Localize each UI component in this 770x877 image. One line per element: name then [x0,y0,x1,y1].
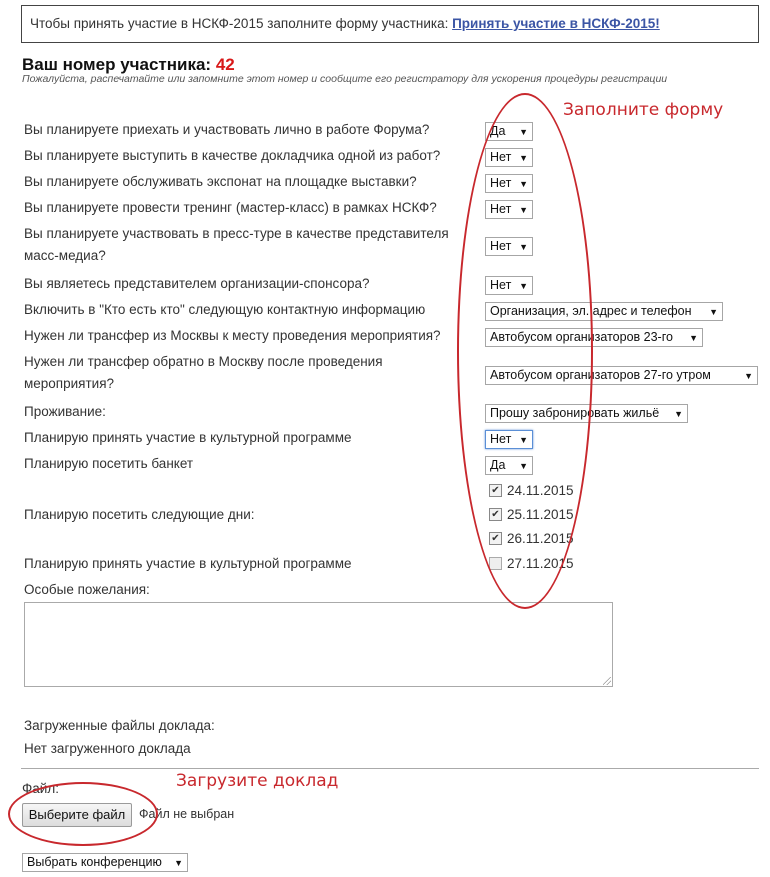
question-speaker: Вы планируете выступить в качестве докладчика одной из работ? [24,148,441,163]
chevron-down-icon: ▼ [519,242,528,252]
banner-text: Чтобы принять участие в НСКФ-2015 заполните форму участника: [30,16,453,31]
day-date: 25.11.2015 [507,507,574,522]
checkbox-checked-icon: ✔ [489,508,502,521]
day-date: 24.11.2015 [507,483,574,498]
chevron-down-icon: ▼ [174,858,183,868]
select-value: Автобусом организаторов 27-го утром [490,368,711,382]
select-value: Выбрать конференцию [27,855,162,869]
file-status: Файл не выбран [139,807,235,821]
participate-link[interactable]: Принять участие в НСКФ-2015! [452,16,660,31]
choose-file-button[interactable]: Выберите файл [22,803,132,827]
question-attend: Вы планируете приехать и участвовать лично в работе Форума? [24,122,430,137]
participant-number [22,55,235,75]
question-transfer-back: Нужен ли трансфер обратно в Москву после проведения мероприятия? [24,354,383,391]
select-value: Нет [490,432,512,446]
wishes-label: Особые пожелания: [24,582,150,597]
chevron-down-icon: ▼ [689,333,698,343]
select-value: Да [490,124,506,138]
annotation-upload: Загрузите доклад [176,771,339,791]
checkbox-checked-icon: ✔ [489,532,502,545]
question-exhibit: Вы планируете обслуживать экспонат на площадке выставки? [24,174,417,189]
select-conference[interactable] [22,853,188,872]
chevron-down-icon: ▼ [519,153,528,163]
select-value: Автобусом организаторов 23-го [490,330,673,344]
chevron-down-icon: ▼ [519,127,528,137]
select-value: Прошу забронировать жильё [490,406,660,420]
culture-days-label: Планирую принять участие в культурной программе [24,556,352,571]
chevron-down-icon: ▼ [519,435,528,445]
day-date: 26.11.2015 [507,531,574,546]
divider [21,768,759,769]
select-value: Нет [490,150,512,164]
select-value: Нет [490,176,512,190]
annotation-fill-form: Заполните форму [563,100,724,120]
resize-grip-icon[interactable] [603,677,611,685]
question-culture: Планирую принять участие в культурной программе [24,430,352,445]
chevron-down-icon: ▼ [744,371,753,381]
question-whos-who: Включить в "Кто есть кто" следующую контактную информацию [24,302,426,317]
annotation-ellipse-upload [8,782,158,846]
wishes-textarea[interactable] [24,602,613,687]
question-transfer-to: Нужен ли трансфер из Москвы к месту проведения мероприятия? [24,328,441,343]
chevron-down-icon: ▼ [519,179,528,189]
no-uploaded-text: Нет загруженного доклада [24,741,191,756]
question-training: Вы планируете провести тренинг (мастер-класс) в рамках НСКФ? [24,200,437,215]
day-date: 27.11.2015 [507,556,574,571]
question-press-tour: Вы планируете участвовать в пресс-туре в качестве представителя масс-медиа? [24,226,449,263]
select-value: Нет [490,239,512,253]
question-sponsor: Вы являетесь представителем организации-спонсора? [24,276,370,291]
uploaded-files-label: Загруженные файлы доклада: [24,718,215,733]
chevron-down-icon: ▼ [519,461,528,471]
annotation-ellipse-form [457,93,593,609]
chevron-down-icon: ▼ [519,205,528,215]
file-label: Файл: [22,781,59,796]
select-value: Нет [490,278,512,292]
participation-banner [21,5,759,43]
checkbox-checked-icon: ✔ [489,484,502,497]
participant-hint: Пожалуйста, распечатайте или запомните этот номер и сообщите его регистратору для ускорения процедуры регистрации [22,73,668,85]
participant-number-value: 42 [215,55,235,74]
question-accommodation: Проживание: [24,404,106,419]
chevron-down-icon: ▼ [709,307,718,317]
participant-number-label: Ваш номер участника: [22,55,212,74]
select-value: Организация, эл. адрес и телефон [490,304,692,318]
chevron-down-icon: ▼ [519,281,528,291]
days-label: Планирую посетить следующие дни: [24,507,255,522]
select-value: Нет [490,202,512,216]
chevron-down-icon: ▼ [674,409,683,419]
select-value: Да [490,458,506,472]
question-banquet: Планирую посетить банкет [24,456,194,471]
